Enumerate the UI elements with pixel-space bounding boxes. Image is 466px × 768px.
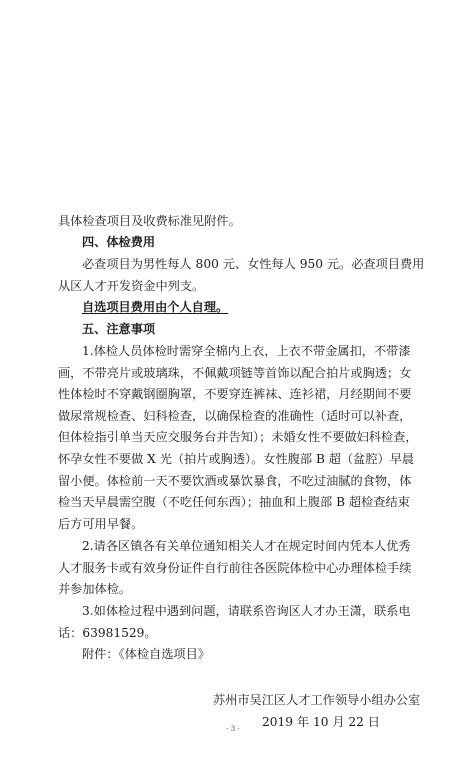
text-line: 必查项目为男性每人 800 元、女性每人 950 元。必查项目费用 — [82, 257, 425, 271]
heading-notes: 五、注意事项 — [82, 322, 156, 336]
text-line: 从区人才开发资金中列支。 — [58, 278, 205, 293]
text-line: 具体检查项目及收费标准见附件。 — [58, 214, 241, 228]
paragraph-fees — [58, 254, 425, 319]
text-line: 性体检时不穿戴钢圈胸罩，不要穿连裤袜、连衫裙，月经期间不要 — [58, 387, 412, 402]
text-line: 但体检指引单当天应交服务台并告知）；未婚女性不要做妇科检查， — [58, 430, 418, 445]
signature-org: 苏州市吴江区人才工作领导小组办公室 — [213, 693, 421, 707]
text-line-emphasis: 自选项目费用由个人自理。 — [82, 300, 229, 315]
paragraph-note-1 — [58, 341, 418, 535]
text-line: 3.如体检过程中遇到问题，请联系咨询区人才办王潇，联系电 — [82, 604, 411, 618]
text-line: 画，不带亮片或玻璃珠，不佩戴项链等首饰以配合拍片或胸透；女 — [58, 365, 412, 380]
text-line: 留小便。体检前一天不要饮酒或暴饮暴食，不吃过油腻的食物，体 — [58, 473, 412, 488]
text-line: 并参加体检。 — [58, 582, 132, 597]
text-line: 2.请各区镇各有关单位通知相关人才在规定时间内凭本人优秀 — [82, 539, 411, 553]
text-line: 怀孕女性不要做 X 光（拍片或胸透）。女性腹部 B 超（盆腔）早晨 — [58, 451, 415, 466]
heading-fees: 四、体检费用 — [82, 235, 156, 249]
text-line: 话：63981529。 — [58, 625, 157, 640]
text-line: 做尿常规检查、妇科检查，以确保检查的准确性（适时可以补查， — [58, 408, 412, 423]
signature-date: 2019 年 10 月 22 日 — [262, 715, 380, 729]
paragraph-note-2 — [58, 536, 414, 601]
text-line: 后方可用早餐。 — [58, 516, 144, 531]
text-line: 人才服务卡或有效身份证件自行前往各医院体检中心办理体检手续 — [58, 560, 412, 575]
paragraph-note-3 — [58, 601, 414, 666]
text-line: 检当天早晨需空腹（不吃任何东西）；抽血和上腹部 B 超检查结束 — [58, 495, 410, 510]
attachment-line: 附件：《体检自选项目》 — [82, 647, 210, 662]
text-line: 1.体检人员体检时需穿全棉内上衣，上衣不带金属扣，不带漆 — [82, 344, 411, 358]
page-number: - 3 - — [226, 725, 240, 733]
paragraph-items-continuation — [58, 211, 414, 233]
